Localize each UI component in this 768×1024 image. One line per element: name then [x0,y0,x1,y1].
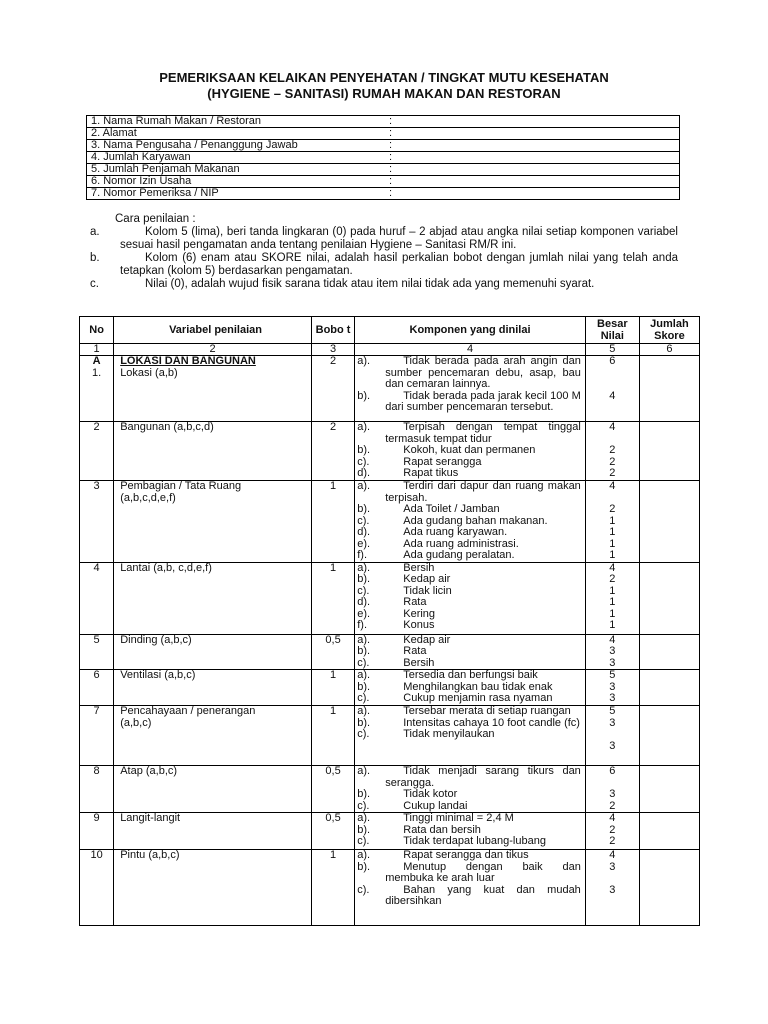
komponen-letter: b). [357,680,371,693]
row-bobot [311,670,354,706]
header-bobot: Bobo t [311,317,354,344]
komponen-text: Terpisah dengan tempat tinggal termasuk tempat tidur [385,421,581,445]
komponen-letter: c). [357,799,370,812]
variabel-text: Pintu (a,b,c) [120,849,180,861]
komponen-letter: d). [357,526,371,538]
nilai-value: 3 [609,656,616,669]
row-number-text: 8 [93,765,100,777]
variabel-text: Atap (a,b,c) [120,765,178,777]
info-label: 2. Alamat [87,128,386,140]
instruction-letter: b. [90,252,100,264]
nilai-value: 5 [609,669,616,681]
row-komponen [355,766,586,813]
nilai-value: 1 [609,526,616,538]
nilai-value: 2 [609,823,616,836]
row-variabel [114,813,312,850]
row-variabel [114,706,312,766]
row-number [80,766,114,813]
komponen-letter: c). [357,514,370,527]
row-besar-nilai [585,850,639,926]
komponen-letter: a). [357,765,371,777]
column-number: 5 [585,344,639,356]
komponen-letter: e). [357,537,371,550]
table-row [80,481,700,563]
komponen-letter: c). [357,728,370,740]
info-label: 7. Nomor Pemeriksa / NIP [87,188,386,200]
row-komponen [355,813,586,850]
section-title: LOKASI DAN BANGUNAN [120,355,256,367]
komponen-item [355,620,585,632]
info-value: : [385,188,680,200]
komponen-letter: e). [357,607,371,620]
row-number [80,813,114,850]
row-komponen [355,356,586,422]
row-jumlah-skore [639,481,699,563]
komponen-letter: a). [357,561,371,574]
variabel-text: Ventilasi (a,b,c) [120,669,196,681]
identity-table [86,115,680,200]
komponen-item [355,801,585,813]
row-bobot [311,813,354,850]
row-besar-nilai [585,356,639,422]
variabel-text: Dinding (a,b,c) [120,633,192,646]
komponen-letter: c). [357,692,370,704]
row-number [80,706,114,766]
nilai-value: 4 [609,561,616,574]
bobot-text: 1 [330,480,337,492]
komponen-letter: c). [357,835,370,847]
instruction-item [90,226,678,252]
bobot-text: 1 [330,669,337,681]
row-jumlah-skore [639,634,699,670]
info-label: 4. Jumlah Karyawan [87,152,386,164]
komponen-item [355,445,585,457]
bobot-text: 2 [330,421,337,433]
info-row [87,152,680,164]
row-komponen [355,422,586,481]
komponen-letter: c). [357,455,370,468]
row-variabel [114,356,312,422]
komponen-letter: a). [357,849,371,861]
komponen-item [355,422,585,445]
info-label: 1. Nama Rumah Makan / Restoran [87,116,386,128]
document-title [0,70,768,102]
komponen-letter: b). [357,503,371,515]
info-row [87,140,680,152]
nilai-value: 2 [609,799,616,812]
komponen-item [355,635,585,647]
instruction-text: Nilai (0), adalah wujud fisik sarana tidak atau item nilai tidak ada yang memenuhi syarat. [145,278,595,290]
komponen-text: Ada ruang administrasi. [403,537,519,550]
nilai-value: 1 [609,537,616,550]
komponen-item [355,356,585,391]
komponen-letter: b). [357,860,371,873]
komponen-letter: b). [357,716,371,729]
nilai-value [586,729,639,741]
komponen-item [355,706,585,718]
title-line-2: (HYGIENE – SANITASI) RUMAH MAKAN DAN RESTORAN [207,86,561,101]
komponen-item [355,586,585,598]
komponen-letter: a). [357,705,371,717]
komponen-text: Cukup menjamin rasa nyaman [403,692,553,704]
row-variabel [114,422,312,481]
row-jumlah-skore [639,813,699,850]
komponen-text: Rata [403,596,427,608]
komponen-item [355,862,585,885]
komponen-item [355,885,585,908]
komponen-text: Tidak menyilaukan [403,728,495,740]
nilai-value: 4 [609,421,616,433]
info-label: 3. Nama Pengusaha / Penanggung Jawab [87,140,386,152]
info-value: : [385,164,680,176]
komponen-text: Bersih [403,656,435,669]
column-number: 4 [355,344,586,356]
row-bobot [311,850,354,926]
variabel-text: Bangunan (a,b,c,d) [120,421,214,433]
komponen-letter: d). [357,467,371,479]
info-value: : [385,128,680,140]
row-besar-nilai [585,670,639,706]
row-variabel [114,562,312,634]
table-row [80,813,700,850]
table-row [80,356,700,422]
row-jumlah-skore [639,356,699,422]
komponen-text: Terdiri dari dapur dan ruang makan terpisah. [385,480,581,504]
row-komponen [355,634,586,670]
nilai-value: 2 [609,503,616,515]
komponen-text: Tidak terdapat lubang-lubang [403,835,546,847]
row-besar-nilai [585,766,639,813]
row-number [80,634,114,670]
komponen-item [355,468,585,480]
nilai-value: 4 [609,849,616,861]
komponen-item [355,504,585,516]
komponen-item [355,813,585,825]
row-bobot [311,766,354,813]
info-value: : [385,176,680,188]
komponen-text: Ada gudang bahan makanan. [403,514,548,527]
nilai-value: 2 [609,573,616,585]
row-komponen [355,562,586,634]
row-bobot [311,356,354,422]
komponen-letter: c). [357,584,370,597]
table-row [80,706,700,766]
row-besar-nilai [585,706,639,766]
row-number [80,356,114,422]
row-besar-nilai [585,562,639,634]
komponen-letter: f). [357,549,368,561]
info-value: : [385,140,680,152]
komponen-item [355,850,585,862]
row-number-text: 6 [93,669,100,681]
nilai-value: 1 [609,596,616,608]
komponen-text: Tidak berada pada jarak kecil 100 M dari sumber pencemaran tersebut. [385,389,581,413]
nilai-value: 2 [609,444,616,456]
komponen-item [355,609,585,621]
komponen-item [355,766,585,789]
bobot-text: 1 [330,561,337,574]
komponen-text: Rapat serangga dan tikus [403,849,529,861]
komponen-letter: b). [357,788,371,800]
komponen-item [355,729,585,741]
komponen-item [355,391,585,414]
column-number: 6 [639,344,699,356]
komponen-text: Cukup landai [403,799,468,812]
row-besar-nilai [585,481,639,563]
info-row [87,116,680,128]
komponen-item [355,789,585,801]
komponen-letter: d). [357,596,371,608]
komponen-item [355,646,585,658]
instruction-text: Kolom (6) enam atau SKORE nilai, adalah hasil perkalian bobot dengan jumlah nilai yang telah anda tetapkan (kolom 5) berdasarkan pengamatan. [120,252,678,277]
komponen-text: Kedap air [403,573,451,585]
nilai-value [586,873,639,885]
nilai-value [586,379,639,391]
row-number [80,422,114,481]
komponen-letter: a). [357,669,371,681]
row-number-text: 4 [93,561,100,574]
nilai-value: 4 [609,812,616,824]
row-variabel [114,850,312,926]
info-row [87,176,680,188]
komponen-item [355,693,585,705]
bobot-text: 0,5 [325,633,341,646]
komponen-letter: a). [357,812,371,824]
row-besar-nilai [585,813,639,850]
header-jumlah-skore: Jumlah Skore [639,317,699,344]
row-variabel [114,670,312,706]
variabel-text: Lokasi (a,b) [120,366,178,379]
nilai-value: 2 [609,835,616,847]
komponen-item [355,457,585,469]
nilai-value: 3 [609,692,616,704]
row-besar-nilai [585,634,639,670]
row-number-text: 3 [93,480,100,492]
row-komponen [355,850,586,926]
header-no: No [80,317,114,344]
komponen-text: Ada ruang karyawan. [403,526,508,538]
row-jumlah-skore [639,562,699,634]
header-besar-nilai: Besar Nilai [585,317,639,344]
komponen-item [355,597,585,609]
variabel-text: (a,b,c) [120,716,152,729]
komponen-text: Ada gudang peralatan. [403,549,515,561]
komponen-letter: a). [357,355,371,367]
komponen-text: Konus [403,619,435,631]
row-besar-nilai [585,422,639,481]
komponen-item [355,670,585,682]
komponen-letter: a). [357,633,371,646]
row-variabel [114,634,312,670]
komponen-text: Kedap air [403,633,451,646]
komponen-item [355,481,585,504]
komponen-text: Tidak berada pada arah angin dan sumber pencemaran debu, asap, bau dan cemaran lainnya. [385,355,581,390]
nilai-value: 6 [609,765,616,777]
bobot-text: 0,5 [325,812,341,824]
column-number-row [80,344,700,356]
komponen-text: Menutup dengan baik dan membuka ke arah luar [385,860,581,884]
instruction-item [90,252,678,278]
row-number-text: 2 [93,421,100,433]
row-bobot [311,706,354,766]
instructions-heading: Cara penilaian : [115,213,196,225]
komponen-text: Rapat tikus [403,467,459,479]
assessment-instructions [90,213,678,291]
row-number [80,850,114,926]
bobot-text: 1 [330,849,337,861]
komponen-text: Tidak kotor [403,788,458,800]
nilai-value: 3 [609,739,616,752]
nilai-value: 1 [609,514,616,527]
komponen-letter: c). [357,883,370,896]
komponen-text: Rapat serangga [403,455,482,468]
row-number-text: 7 [93,705,100,717]
nilai-value: 4 [609,480,616,492]
column-number: 2 [114,344,312,356]
row-jumlah-skore [639,706,699,766]
nilai-value: 4 [609,389,616,402]
variabel-text: (a,b,c,d,e,f) [120,491,176,504]
bobot-text: 1 [330,705,337,717]
komponen-letter: b). [357,444,371,456]
nilai-value: 5 [609,705,616,717]
row-komponen [355,670,586,706]
info-value: : [385,152,680,164]
info-row [87,128,680,140]
komponen-text: Bersih [403,561,435,574]
nilai-value: 3 [609,788,616,800]
info-value: : [385,116,680,128]
info-label: 6. Nomor Izin Usaha [87,176,386,188]
komponen-text: Ada Toilet / Jamban [403,503,500,515]
nilai-value: 1 [609,549,616,561]
row-bobot [311,562,354,634]
nilai-value: 1 [609,584,616,597]
komponen-item [355,574,585,586]
instruction-text: Kolom 5 (lima), beri tanda lingkaran (0) pada huruf – 2 abjad atau angka nilai setiap komponen variabel sesuai hasil pengamatan anda tentang penilaian Hygiene – Sanitasi RM/R ini. [120,226,678,251]
row-bobot [311,481,354,563]
row-number-text: 10 [90,849,103,861]
row-jumlah-skore [639,766,699,813]
title-line-1: PEMERIKSAAN KELAIKAN PENYEHATAN / TINGKAT MUTU KESEHATAN [159,70,609,85]
info-label: 5. Jumlah Penjamah Makanan [87,164,386,176]
row-number-text: 5 [93,633,100,646]
komponen-text: Rata dan bersih [403,823,481,836]
komponen-letter: b). [357,573,371,585]
instruction-item [90,278,678,291]
row-komponen [355,481,586,563]
row-bobot [311,422,354,481]
nilai-value: 1 [609,619,616,631]
nilai-value: 3 [609,860,616,873]
komponen-item [355,527,585,539]
instruction-letter: a. [90,226,100,238]
komponen-text: Tidak licin [403,584,452,597]
komponen-text: Rata [403,645,427,657]
komponen-text: Bahan yang kuat dan mudah dibersihkan [385,883,581,907]
nilai-value: 4 [609,633,616,646]
nilai-value: 3 [609,716,616,729]
row-number [80,562,114,634]
variabel-text: Pencahayaan / penerangan [120,705,256,717]
komponen-letter: b). [357,645,371,657]
variabel-text: Pembagian / Tata Ruang [120,480,242,492]
table-row [80,850,700,926]
komponen-item [355,563,585,575]
bobot-text: 0,5 [325,765,341,777]
komponen-text: Kering [403,607,436,620]
assessment-table [79,316,700,926]
row-jumlah-skore [639,422,699,481]
row-number [80,670,114,706]
instruction-letter: c. [90,278,99,290]
nilai-value: 6 [609,355,616,367]
komponen-text: Intensitas cahaya 10 foot candle (fc) [403,716,580,729]
variabel-text: Lantai (a,b, c,d,e,f) [120,561,212,574]
nilai-value: 3 [609,680,616,693]
komponen-text: Tersebar merata di setiap ruangan [403,705,571,717]
row-number [80,481,114,563]
komponen-letter: b). [357,389,371,402]
komponen-text: Tidak menjadi sarang tikurs dan serangga. [385,765,581,789]
table-row [80,766,700,813]
nilai-value: 3 [609,645,616,657]
komponen-item [355,658,585,670]
nilai-value: 3 [609,883,616,896]
nilai-value: 2 [609,467,616,479]
row-komponen [355,706,586,766]
row-variabel [114,481,312,563]
row-number-text: 9 [93,812,100,824]
section-letter: A [92,355,101,367]
komponen-text: Kokoh, kuat dan permanen [403,444,536,456]
header-variabel: Variabel penilaian [114,317,312,344]
nilai-value: 1 [609,607,616,620]
row-number-text: 1. [92,366,102,379]
komponen-letter: a). [357,421,371,433]
nilai-value: 2 [609,455,616,468]
table-row [80,562,700,634]
row-jumlah-skore [639,670,699,706]
info-row [87,188,680,200]
komponen-item [355,550,585,562]
komponen-letter: a). [357,480,371,492]
variabel-text: Langit-langit [120,812,181,824]
column-number: 3 [311,344,354,356]
komponen-letter: c). [357,656,370,669]
komponen-item [355,836,585,848]
header-komponen: Komponen yang dinilai [355,317,586,344]
komponen-text: Tersedia dan berfungsi baik [403,669,538,681]
row-jumlah-skore [639,850,699,926]
komponen-letter: b). [357,823,371,836]
komponen-text: Menghilangkan bau tidak enak [403,680,553,693]
column-number: 1 [80,344,114,356]
table-row [80,670,700,706]
info-row [87,164,680,176]
komponen-text: Tinggi minimal = 2,4 M [403,812,514,824]
table-row [80,422,700,481]
bobot-text: 2 [330,355,337,367]
row-variabel [114,766,312,813]
komponen-letter: f). [357,619,368,631]
row-bobot [311,634,354,670]
table-row [80,634,700,670]
